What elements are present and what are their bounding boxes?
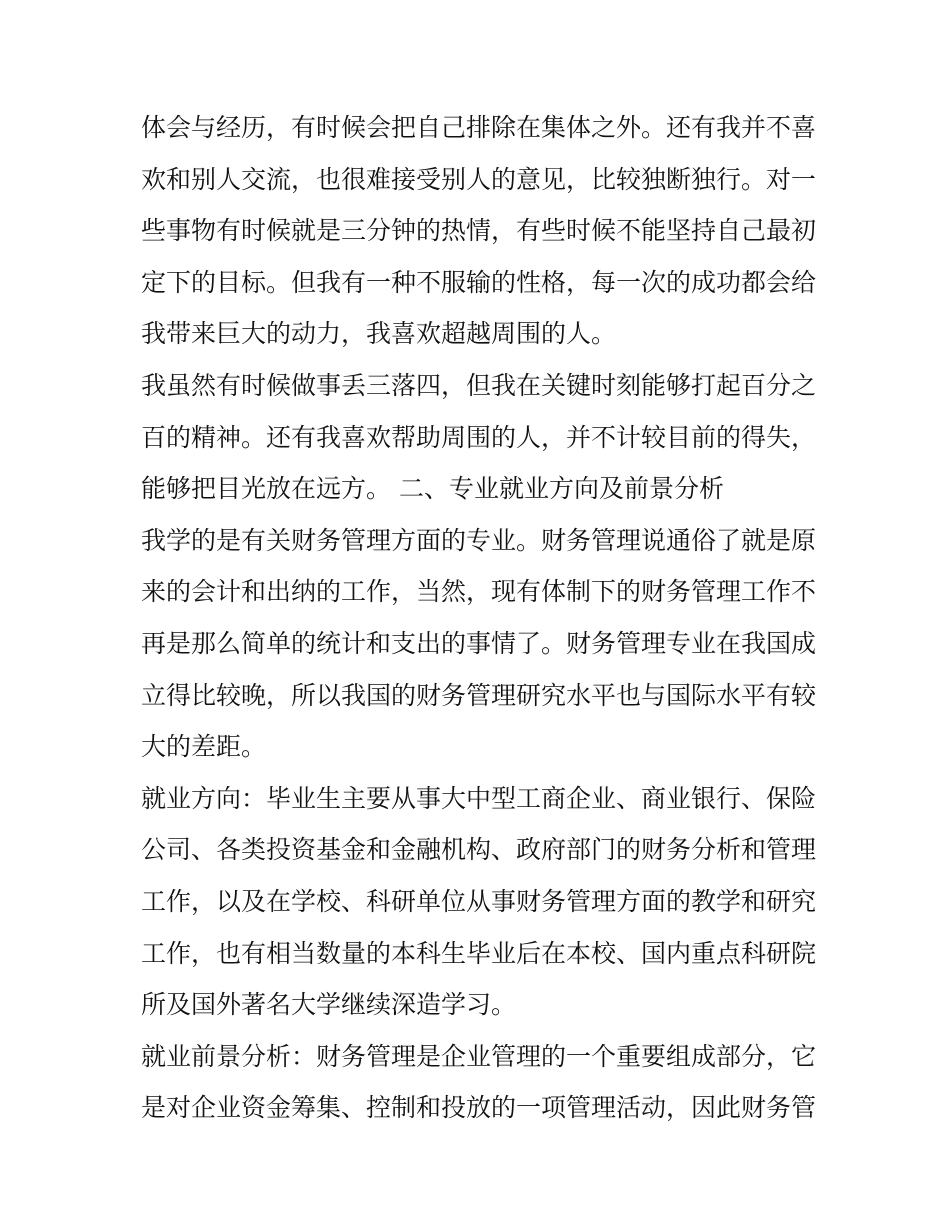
text-line: 工作，以及在学校、科研单位从事财务管理方面的教学和研究 [141, 886, 817, 916]
text-line: 定下的目标。但我有一种不服输的性格，每一次的成功都会给 [141, 267, 817, 297]
text-line: 体会与经历，有时候会把自己排除在集体之外。还有我并不喜 [141, 113, 817, 142]
text-line: 就业前景分析：财务管理是企业管理的一个重要组成部分，它 [141, 1041, 817, 1071]
text-line: 百的精神。还有我喜欢帮助周围的人，并不计较目前的得失， [141, 422, 817, 452]
text-line: 公司、各类投资基金和金融机构、政府部门的财务分析和管理 [141, 835, 817, 865]
text-line: 来的会计和出纳的工作，当然，现有体制下的财务管理工作不 [141, 577, 817, 607]
text-line: 我虽然有时候做事丢三落四，但我在关键时刻能够打起百分之 [141, 370, 817, 400]
text-line: 所及国外著名大学继续深造学习。 [141, 990, 517, 1020]
text-line: 是对企业资金筹集、控制和投放的一项管理活动，因此财务管 [141, 1093, 817, 1123]
text-line: 欢和别人交流，也很难接受别人的意见，比较独断独行。对一 [141, 164, 817, 194]
text-line: 再是那么简单的统计和支出的事情了。财务管理专业在我国成 [141, 628, 817, 658]
text-line: 些事物有时候就是三分钟的热情，有些时候不能坚持自己最初 [141, 216, 817, 246]
text-line: 大的差距。 [141, 732, 267, 762]
text-line: 工作，也有相当数量的本科生毕业后在本校、国内重点科研院 [141, 938, 817, 968]
text-line: 立得比较晚，所以我国的财务管理研究水平也与国际水平有较 [141, 680, 817, 710]
body-text [141, 102, 821, 1134]
text-line: 我学的是有关财务管理方面的专业。财务管理说通俗了就是原 [141, 525, 817, 555]
text-line: 就业方向：毕业生主要从事大中型工商企业、商业银行、保险 [141, 783, 817, 813]
text-line: 我带来巨大的动力，我喜欢超越周围的人。 [141, 319, 617, 349]
text-line: 能够把目光放在远方。 二、专业就业方向及前景分析 [141, 474, 724, 504]
